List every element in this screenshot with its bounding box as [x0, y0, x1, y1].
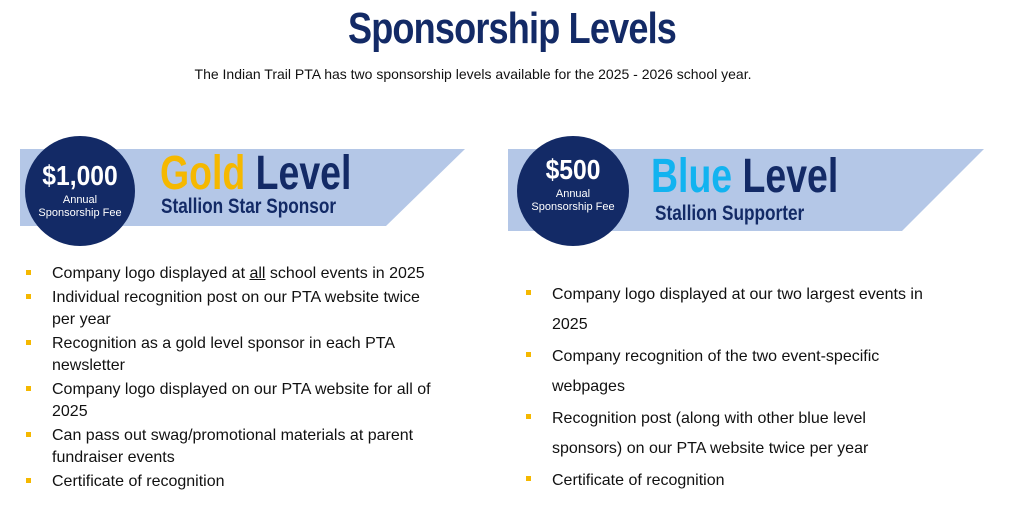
gold-fee-note: Annual Sponsorship Fee: [38, 194, 122, 219]
blue-benefits-list: [520, 280, 940, 498]
gold-benefit-item: [20, 425, 440, 469]
benefit-text: Recognition as a gold level sponsor in each PTA newsletter: [52, 335, 395, 374]
benefit-text: Individual recognition post on our PTA website twice per year: [52, 289, 420, 328]
bullet-icon: [526, 290, 531, 295]
blue-level-heading: [651, 150, 839, 203]
benefit-text-end: school events in 2025: [265, 265, 425, 282]
benefit-text: Company recognition of the two event-specific webpages: [552, 348, 880, 395]
gold-benefit-item: [20, 333, 440, 377]
benefit-text: Company logo displayed at our two largest events in 2025: [552, 286, 923, 333]
blue-price: $500: [545, 154, 601, 185]
bullet-icon: [26, 478, 31, 483]
page-subtitle: The Indian Trail PTA has two sponsorship levels available for the 2025 - 2026 school year.: [194, 66, 752, 82]
blue-level-word: Level: [742, 150, 839, 203]
blue-level-subtitle: Stallion Supporter: [655, 202, 805, 225]
benefit-text: Company logo displayed on our PTA website for all of 2025: [52, 381, 431, 420]
bullet-icon: [26, 340, 31, 345]
gold-benefit-item: [20, 287, 440, 331]
bullet-icon: [26, 270, 31, 275]
benefit-text: Company logo displayed at: [52, 265, 250, 282]
bullet-icon: [526, 414, 531, 419]
bullet-icon: [26, 386, 31, 391]
blue-benefit-item: [520, 342, 940, 402]
blue-benefit-item: [520, 466, 940, 496]
blue-banner-band: [0, 0, 1024, 240]
gold-price: $1,000: [42, 160, 118, 191]
blue-price-badge: [517, 136, 629, 246]
benefit-emphasis: all: [249, 265, 266, 282]
benefit-text: Can pass out swag/promotional materials at parent fundraiser events: [52, 427, 414, 466]
blue-color-word: Blue: [651, 150, 733, 203]
gold-benefit-item: [20, 471, 440, 493]
blue-benefit-item: [520, 404, 940, 464]
benefit-text: Recognition post (along with other blue level sponsors) on our PTA website twice per year: [552, 410, 869, 457]
bullet-icon: [26, 432, 31, 437]
gold-level-subtitle: Stallion Star Sponsor: [161, 195, 337, 218]
gold-benefit-item: [20, 379, 440, 423]
bullet-icon: [26, 294, 31, 299]
gold-benefit-item: [20, 263, 440, 285]
bullet-icon: [526, 476, 531, 481]
bullet-icon: [526, 352, 531, 357]
blue-benefit-item: [520, 280, 940, 340]
benefit-text: Certificate of recognition: [552, 472, 725, 489]
gold-benefits-list: [20, 263, 440, 495]
page-title: Sponsorship Levels: [347, 4, 677, 53]
gold-level-word: Level: [255, 147, 352, 200]
blue-fee-note: Annual Sponsorship Fee: [531, 188, 615, 213]
gold-color-word: Gold: [160, 147, 246, 200]
benefit-text: Certificate of recognition: [52, 473, 225, 490]
